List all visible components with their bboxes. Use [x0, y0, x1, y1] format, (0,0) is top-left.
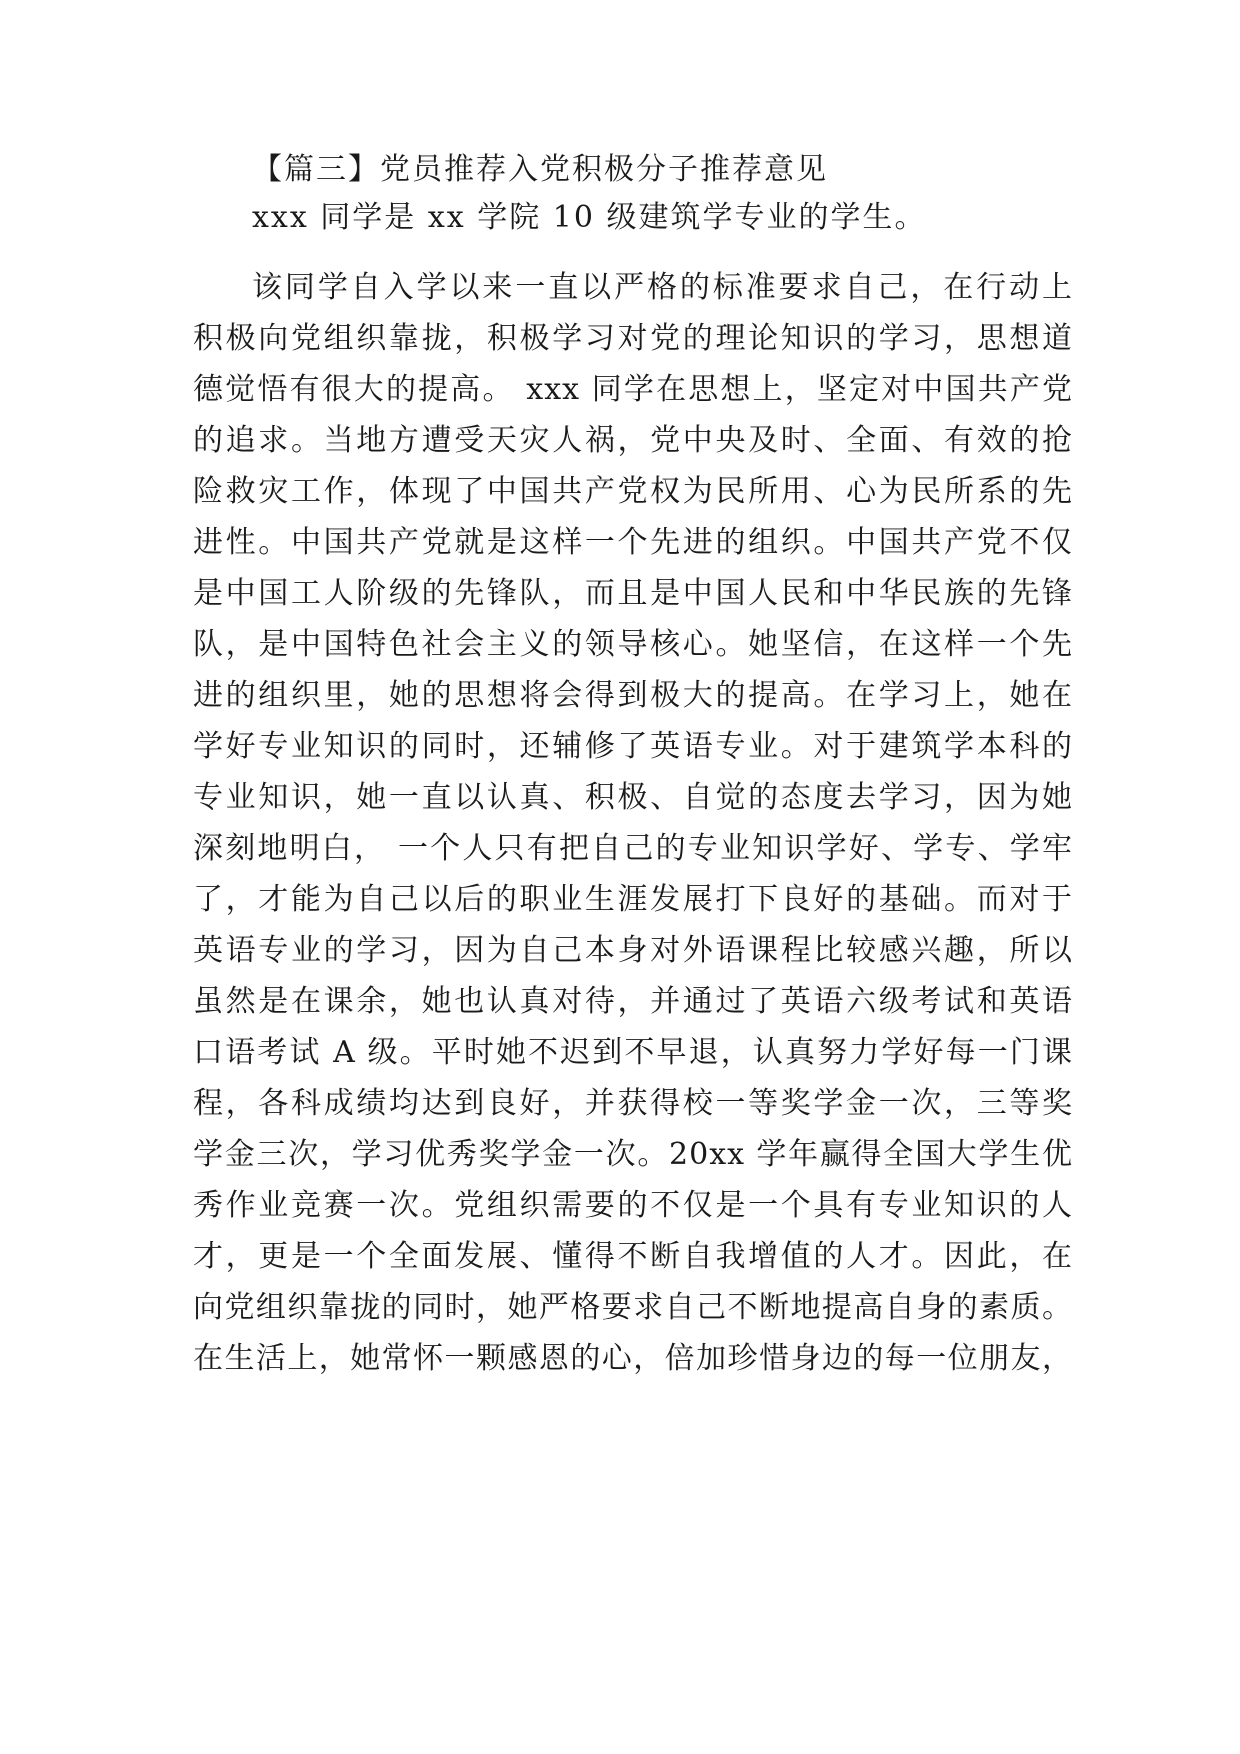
- body-line: 程，各科成绩均达到良好，并获得校一等奖学金一次，三等奖: [193, 1086, 1073, 1121]
- body-line: 该同学自入学以来一直以严格的标准要求自己，在行动上: [252, 270, 1073, 305]
- body-line: 学好专业知识的同时，还辅修了英语专业。对于建筑学本科的: [193, 729, 1073, 764]
- body-line: 了，才能为自己以后的职业生涯发展打下良好的基础。而对于: [193, 882, 1073, 917]
- body-line: 进的组织里，她的思想将会得到极大的提高。在学习上，她在: [193, 678, 1073, 713]
- body-line: 是中国工人阶级的先锋队，而且是中国人民和中华民族的先锋: [193, 576, 1073, 611]
- body-line: 的追求。当地方遭受天灾人祸，党中央及时、全面、有效的抢: [193, 423, 1073, 458]
- body-line: 秀作业竞赛一次。党组织需要的不仅是一个具有专业知识的人: [193, 1188, 1073, 1223]
- body-paragraph: [193, 262, 1073, 1384]
- body-line: 口语考试 A 级。平时她不迟到不早退，认真努力学好每一门课: [193, 1035, 1073, 1070]
- body-line: 队，是中国特色社会主义的领导核心。她坚信，在这样一个先: [193, 627, 1073, 662]
- body-line: 险救灾工作，体现了中国共产党权为民所用、心为民所系的先: [193, 474, 1073, 509]
- document-heading: 【篇三】党员推荐入党积极分子推荐意见: [252, 152, 828, 187]
- body-line: 深刻地明白， 一个人只有把自己的专业知识学好、学专、学牢: [193, 831, 1073, 866]
- body-line: 德觉悟有很大的提高。 xxx 同学在思想上，坚定对中国共产党: [193, 372, 1073, 407]
- body-line: 专业知识，她一直以认真、积极、自觉的态度去学习，因为她: [193, 780, 1073, 815]
- body-line: 英语专业的学习，因为自己本身对外语课程比较感兴趣，所以: [193, 933, 1073, 968]
- body-line: 进性。中国共产党就是这样一个先进的组织。中国共产党不仅: [193, 525, 1073, 560]
- body-line: 学金三次，学习优秀奖学金一次。20xx 学年赢得全国大学生优: [193, 1137, 1073, 1172]
- intro-paragraph: xxx 同学是 xx 学院 10 级建筑学专业的学生。: [252, 200, 927, 235]
- body-line: 虽然是在课余，她也认真对待，并通过了英语六级考试和英语: [193, 984, 1073, 1019]
- body-line: 积极向党组织靠拢，积极学习对党的理论知识的学习，思想道: [193, 321, 1073, 356]
- body-line: 才，更是一个全面发展、懂得不断自我增值的人才。因此，在: [193, 1239, 1073, 1274]
- body-line: 向党组织靠拢的同时，她严格要求自己不断地提高自身的素质。: [193, 1290, 1073, 1325]
- body-line: 在生活上，她常怀一颗感恩的心，倍加珍惜身边的每一位朋友，: [193, 1341, 1073, 1376]
